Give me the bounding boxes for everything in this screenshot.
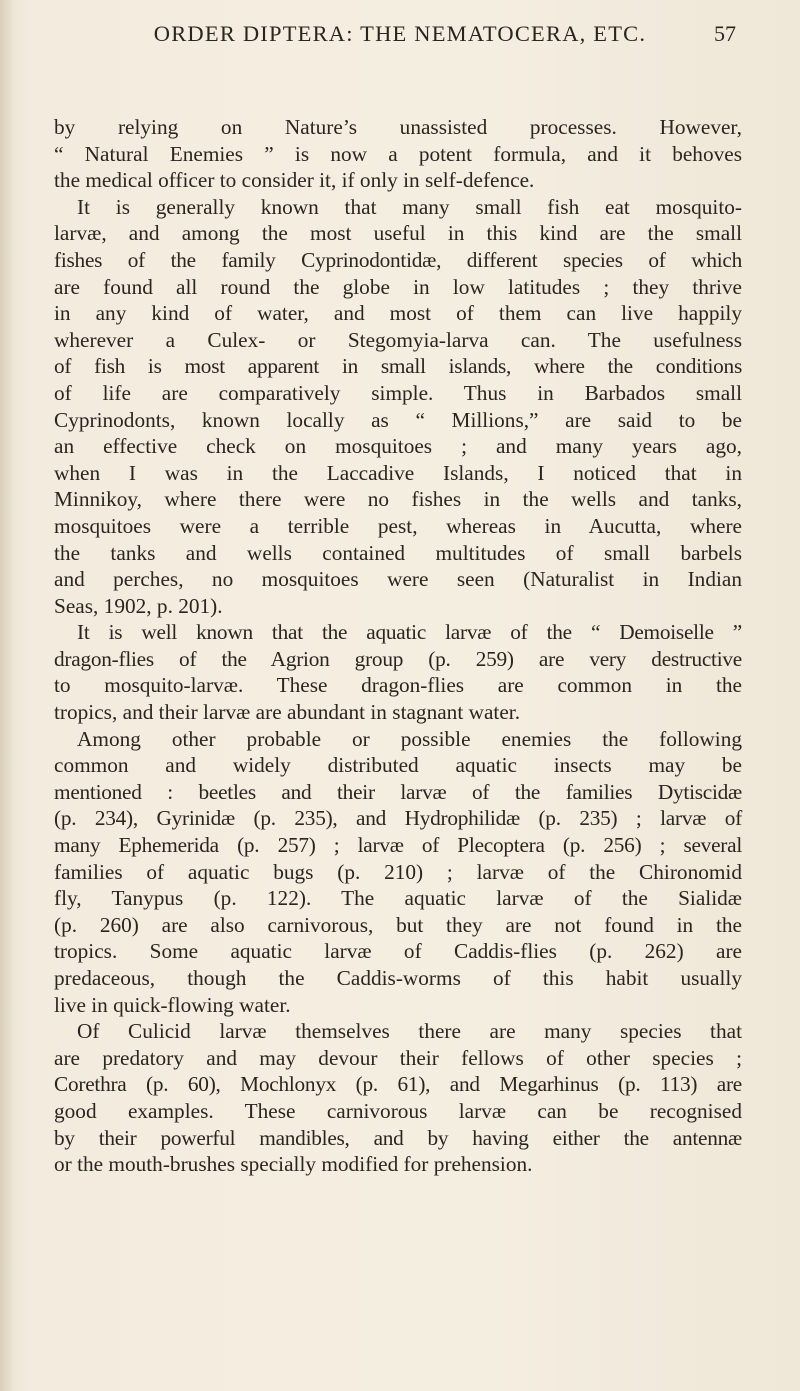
text-line: Of Culicid larvæ themselves there are many species that — [77, 1019, 742, 1044]
text-line: many Ephemerida (p. 257) ; larvæ of Plecoptera (p. 256) ; several — [54, 833, 742, 858]
text-line: fly, Tanypus (p. 122). The aquatic larvæ of the Sialidæ — [54, 886, 742, 911]
text-line: when I was in the Laccadive Islands, I noticed that in — [54, 460, 742, 485]
text-line: the medical officer to consider it, if only in self-defence. — [54, 168, 535, 193]
text-line: Among other probable or possible enemies the following — [77, 726, 742, 751]
text-line: It is generally known that many small fish eat mosquito- — [77, 194, 742, 219]
text-line: good examples. These carnivorous larvæ can be recognised — [54, 1098, 742, 1123]
text-line: are found all round the globe in low latitudes ; they thrive — [54, 274, 742, 299]
page-gutter-shadow — [0, 0, 14, 1391]
text-line: Corethra (p. 60), Mochlonyx (p. 61), and Megarhinus (p. 113) are — [54, 1072, 742, 1097]
text-line: larvæ, and among the most useful in this kind are the small — [54, 221, 742, 246]
text-line: of fish is most apparent in small islands, where the conditions — [54, 354, 742, 379]
text-line: wherever a Culex- or Stegomyia-larva can. The usefulness — [54, 327, 742, 352]
text-line: of life are comparatively simple. Thus in Barbados small — [54, 380, 742, 405]
text-line: “ Natural Enemies ” is now a potent formula, and it behoves — [54, 141, 742, 166]
text-line: tropics, and their larvæ are abundant in stagnant water. — [54, 700, 521, 725]
text-line: It is well known that the aquatic larvæ of the “ Demoiselle ” — [77, 620, 742, 645]
text-line: by their powerful mandibles, and by having either the antennæ — [54, 1125, 742, 1150]
text-line: Minnikoy, where there were no fishes in the wells and tanks, — [54, 487, 742, 512]
body-text — [54, 114, 742, 1178]
text-line: mosquitoes were a terrible pest, whereas in Aucutta, where — [54, 513, 742, 538]
text-line: by relying on Nature’s unassisted processes. However, — [54, 115, 742, 139]
text-line: Seas, 1902, p. 201). — [54, 593, 223, 618]
text-line: families of aquatic bugs (p. 210) ; larvæ of the Chironomid — [54, 859, 742, 884]
text-line: predaceous, though the Caddis-worms of this habit usually — [54, 966, 742, 990]
text-line: the tanks and wells contained multitudes of small barbels — [54, 540, 742, 565]
text-line: and perches, no mosquitoes were seen (Naturalist in Indian — [54, 567, 742, 592]
text-line: are predatory and may devour their fellows of other species ; — [54, 1045, 742, 1070]
text-line: in any kind of water, and most of them can live happily — [54, 301, 742, 326]
text-line: dragon-flies of the Agrion group (p. 259) are very destructive — [54, 646, 742, 671]
page-header — [120, 14, 740, 54]
text-line: (p. 234), Gyrinidæ (p. 235), and Hydrophilidæ (p. 235) ; larvæ of — [54, 806, 742, 831]
text-line: to mosquito-larvæ. These dragon-flies are common in the — [54, 673, 742, 698]
text-line: an effective check on mosquitoes ; and many years ago, — [54, 434, 742, 459]
text-line: common and widely distributed aquatic insects may be — [54, 753, 742, 778]
text-line: mentioned : beetles and their larvæ of the families Dytiscidæ — [54, 779, 742, 804]
text-line: tropics. Some aquatic larvæ of Caddis-flies (p. 262) are — [54, 939, 742, 964]
text-line: (p. 260) are also carnivorous, but they are not found in the — [54, 912, 742, 937]
page-number: 57 — [714, 21, 736, 46]
text-line: live in quick-flowing water. — [54, 992, 291, 1017]
text-line: or the mouth-brushes specially modified for prehension. — [54, 1152, 533, 1177]
text-line: fishes of the family Cyprinodontidæ, different species of which — [54, 247, 742, 272]
running-title: ORDER DIPTERA: THE NEMATOCERA, ETC. — [153, 21, 647, 46]
text-line: Cyprinodonts, known locally as “ Millions,” are said to be — [54, 407, 742, 432]
